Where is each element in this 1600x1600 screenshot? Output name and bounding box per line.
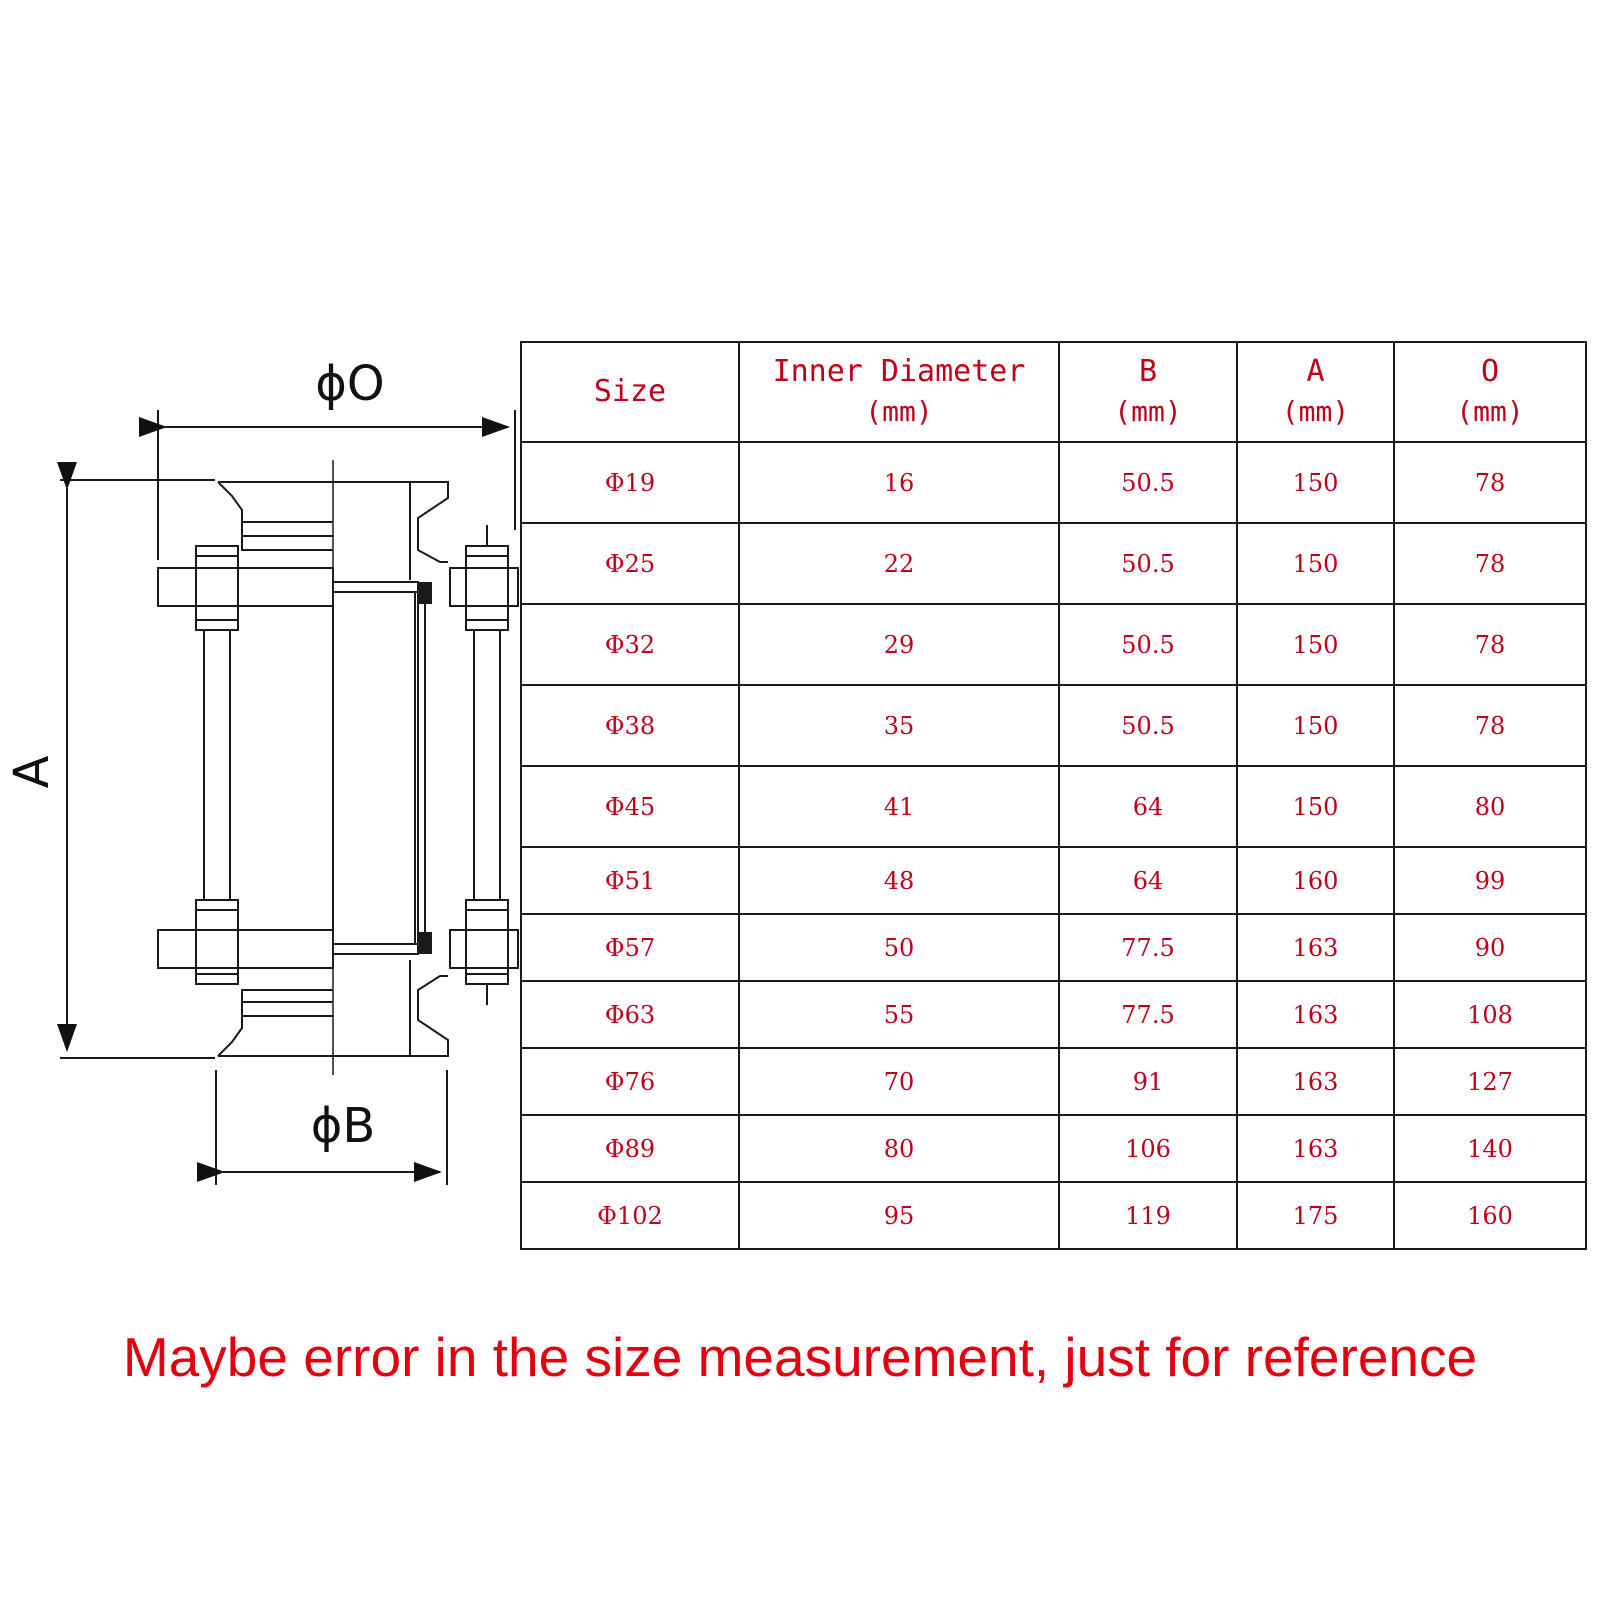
cell-b: 50.5 <box>1059 442 1237 523</box>
cell-b: 50.5 <box>1059 604 1237 685</box>
table-row <box>521 914 1586 981</box>
cell-b: 91 <box>1059 1048 1237 1115</box>
cell-b: 50.5 <box>1059 685 1237 766</box>
table-row <box>521 442 1586 523</box>
cell-o: 108 <box>1394 981 1586 1048</box>
cell-inner-diameter: 48 <box>739 847 1059 914</box>
table-row <box>521 1115 1586 1182</box>
cell-b: 119 <box>1059 1182 1237 1249</box>
cell-b: 50.5 <box>1059 523 1237 604</box>
header-o: O (mm) <box>1394 342 1586 442</box>
label-o: ϕO <box>315 356 385 412</box>
cell-inner-diameter: 70 <box>739 1048 1059 1115</box>
cell-size: Φ19 <box>521 442 739 523</box>
cell-b: 64 <box>1059 847 1237 914</box>
cell-size: Φ32 <box>521 604 739 685</box>
cell-size: Φ102 <box>521 1182 739 1249</box>
cell-inner-diameter: 16 <box>739 442 1059 523</box>
cell-inner-diameter: 35 <box>739 685 1059 766</box>
cell-o: 78 <box>1394 604 1586 685</box>
label-b: ϕB <box>310 1098 376 1154</box>
cell-o: 78 <box>1394 685 1586 766</box>
cell-b: 77.5 <box>1059 981 1237 1048</box>
cell-a: 150 <box>1237 442 1394 523</box>
cell-o: 78 <box>1394 523 1586 604</box>
header-b: B (mm) <box>1059 342 1237 442</box>
header-inner-diameter: Inner Diameter (mm) <box>739 342 1059 442</box>
table-row <box>521 981 1586 1048</box>
cell-a: 150 <box>1237 685 1394 766</box>
table-header-row <box>521 342 1586 442</box>
cell-inner-diameter: 50 <box>739 914 1059 981</box>
cell-o: 127 <box>1394 1048 1586 1115</box>
cell-b: 77.5 <box>1059 914 1237 981</box>
size-table <box>520 341 1587 1250</box>
cell-o: 80 <box>1394 766 1586 847</box>
cell-size: Φ63 <box>521 981 739 1048</box>
cell-size: Φ45 <box>521 766 739 847</box>
header-a: A (mm) <box>1237 342 1394 442</box>
sight-glass-drawing <box>0 300 520 1200</box>
cell-a: 163 <box>1237 1048 1394 1115</box>
cell-size: Φ89 <box>521 1115 739 1182</box>
table-row <box>521 766 1586 847</box>
cell-inner-diameter: 41 <box>739 766 1059 847</box>
header-size: Size <box>521 342 739 442</box>
cell-o: 160 <box>1394 1182 1586 1249</box>
cell-inner-diameter: 95 <box>739 1182 1059 1249</box>
cell-inner-diameter: 55 <box>739 981 1059 1048</box>
cell-inner-diameter: 80 <box>739 1115 1059 1182</box>
table-row <box>521 1048 1586 1115</box>
cell-o: 78 <box>1394 442 1586 523</box>
cell-size: Φ51 <box>521 847 739 914</box>
cell-size: Φ76 <box>521 1048 739 1115</box>
cell-a: 150 <box>1237 523 1394 604</box>
table-row <box>521 847 1586 914</box>
cell-a: 150 <box>1237 604 1394 685</box>
cell-a: 163 <box>1237 914 1394 981</box>
cell-a: 163 <box>1237 981 1394 1048</box>
cell-o: 140 <box>1394 1115 1586 1182</box>
disclaimer-text: Maybe error in the size measurement, just for reference <box>122 1326 1478 1388</box>
cell-a: 150 <box>1237 766 1394 847</box>
table-row <box>521 1182 1586 1249</box>
cell-inner-diameter: 22 <box>739 523 1059 604</box>
cell-o: 99 <box>1394 847 1586 914</box>
cell-b: 106 <box>1059 1115 1237 1182</box>
table-row <box>521 523 1586 604</box>
cell-inner-diameter: 29 <box>739 604 1059 685</box>
cell-size: Φ38 <box>521 685 739 766</box>
cell-size: Φ25 <box>521 523 739 604</box>
cell-o: 90 <box>1394 914 1586 981</box>
table-row <box>521 604 1586 685</box>
cell-a: 175 <box>1237 1182 1394 1249</box>
table-row <box>521 685 1586 766</box>
cell-a: 163 <box>1237 1115 1394 1182</box>
cell-b: 64 <box>1059 766 1237 847</box>
cell-size: Φ57 <box>521 914 739 981</box>
cell-a: 160 <box>1237 847 1394 914</box>
label-a: A <box>4 755 60 789</box>
